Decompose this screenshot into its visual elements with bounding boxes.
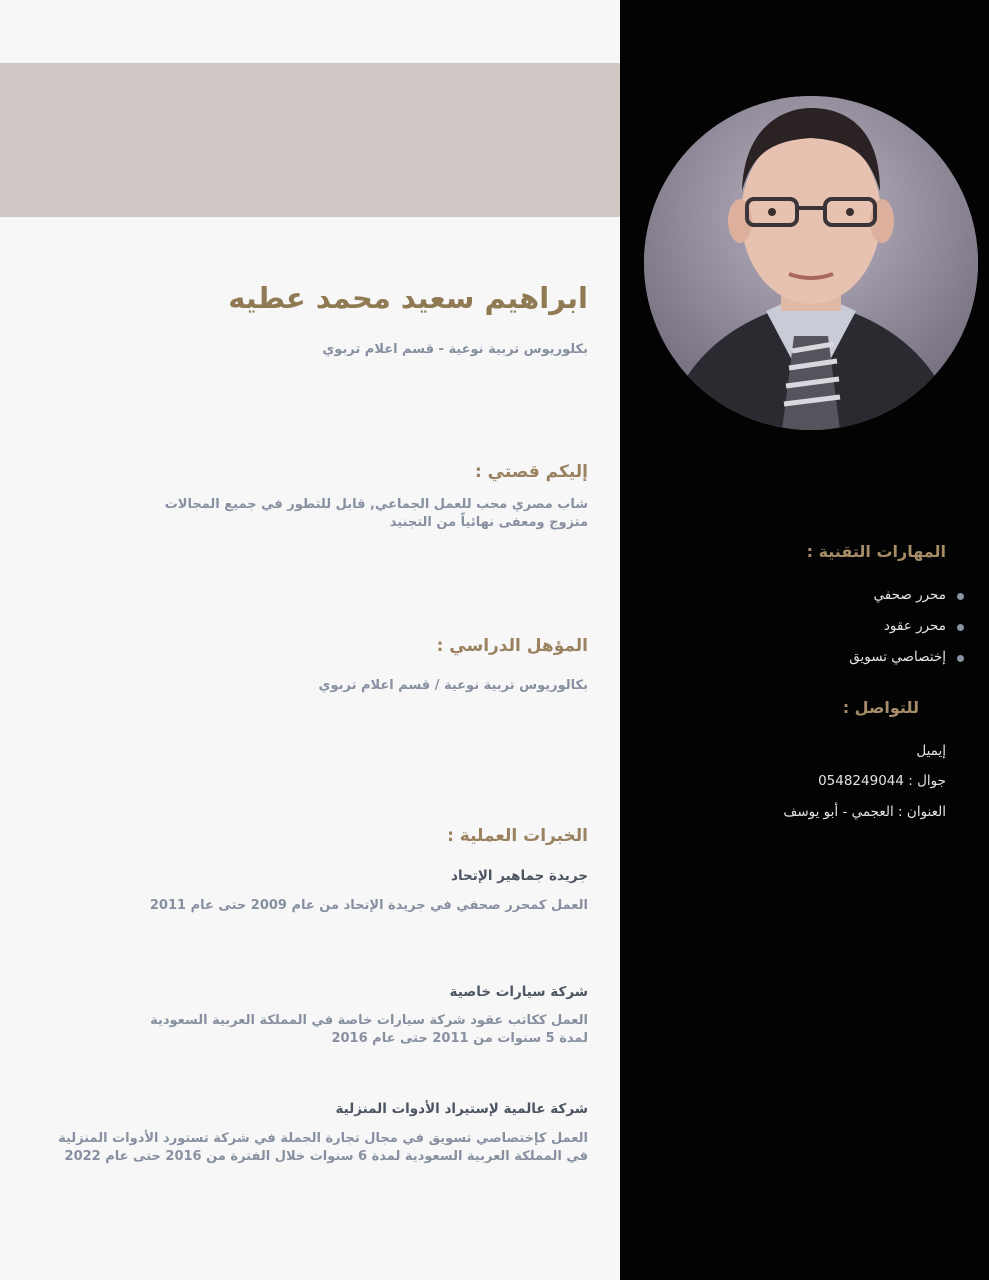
skill-item: محرر صحفي <box>873 587 946 603</box>
contact-address: العنوان : العجمي - أبو يوسف <box>783 804 946 820</box>
education-text: بكالوريوس تربية نوعية / قسم اعلام تربوي <box>318 678 588 693</box>
experience-heading: الخبرات العملية : <box>447 826 588 846</box>
contact-email: إيميل <box>916 743 946 759</box>
profile-photo <box>644 96 978 430</box>
about-heading: إليكم قصتي : <box>474 462 588 482</box>
skills-heading: المهارات التقنية : <box>806 542 946 561</box>
job-description-line: العمل كإختصاصي تسويق في مجال تجارة الجملة في شركة تستورد الأدوات المنزلية <box>58 1131 588 1146</box>
bullet-icon <box>957 593 964 600</box>
candidate-name: ابراهيم سعيد محمد عطيه <box>228 281 588 315</box>
bullet-icon <box>957 655 964 662</box>
job-title: جريدة جماهير الإتحاد <box>451 868 588 884</box>
about-line-2: متزوج ومعفى نهائياً من التجنيد <box>389 515 588 530</box>
job-description-line: لمدة 5 سنوات من 2011 حتى عام 2016 <box>331 1031 588 1046</box>
job-title: شركة عالمية لإستيراد الأدوات المنزلية <box>335 1101 588 1117</box>
job-title: شركة سيارات خاصية <box>449 984 588 1000</box>
job-description-line: العمل ككاتب عقود شركة سيارات خاصة في المملكة العربية السعودية <box>150 1013 588 1028</box>
skill-item: محرر عقود <box>883 618 946 634</box>
header-band <box>0 63 620 217</box>
skill-item: إختصاصي تسويق <box>849 649 946 665</box>
bullet-icon <box>957 624 964 631</box>
job-description-line: في المملكة العربية السعودية لمدة 6 سنوات خلال الفترة من 2016 حتى عام 2022 <box>64 1149 588 1164</box>
contact-phone: جوال : 0548249044 <box>818 773 946 789</box>
about-line-1: شاب مصري محب للعمل الجماعي, قابل للتطور في جميع المجالات <box>164 497 588 512</box>
education-heading: المؤهل الدراسي : <box>436 636 588 656</box>
candidate-subtitle: بكلوريوس تربية نوعية - قسم اعلام تربوي <box>322 342 588 357</box>
contact-heading: للتواصل : <box>842 698 919 717</box>
job-description-line: العمل كمحرر صحفي في جريدة الإتحاد من عام 2009 حتى عام 2011 <box>149 898 588 913</box>
